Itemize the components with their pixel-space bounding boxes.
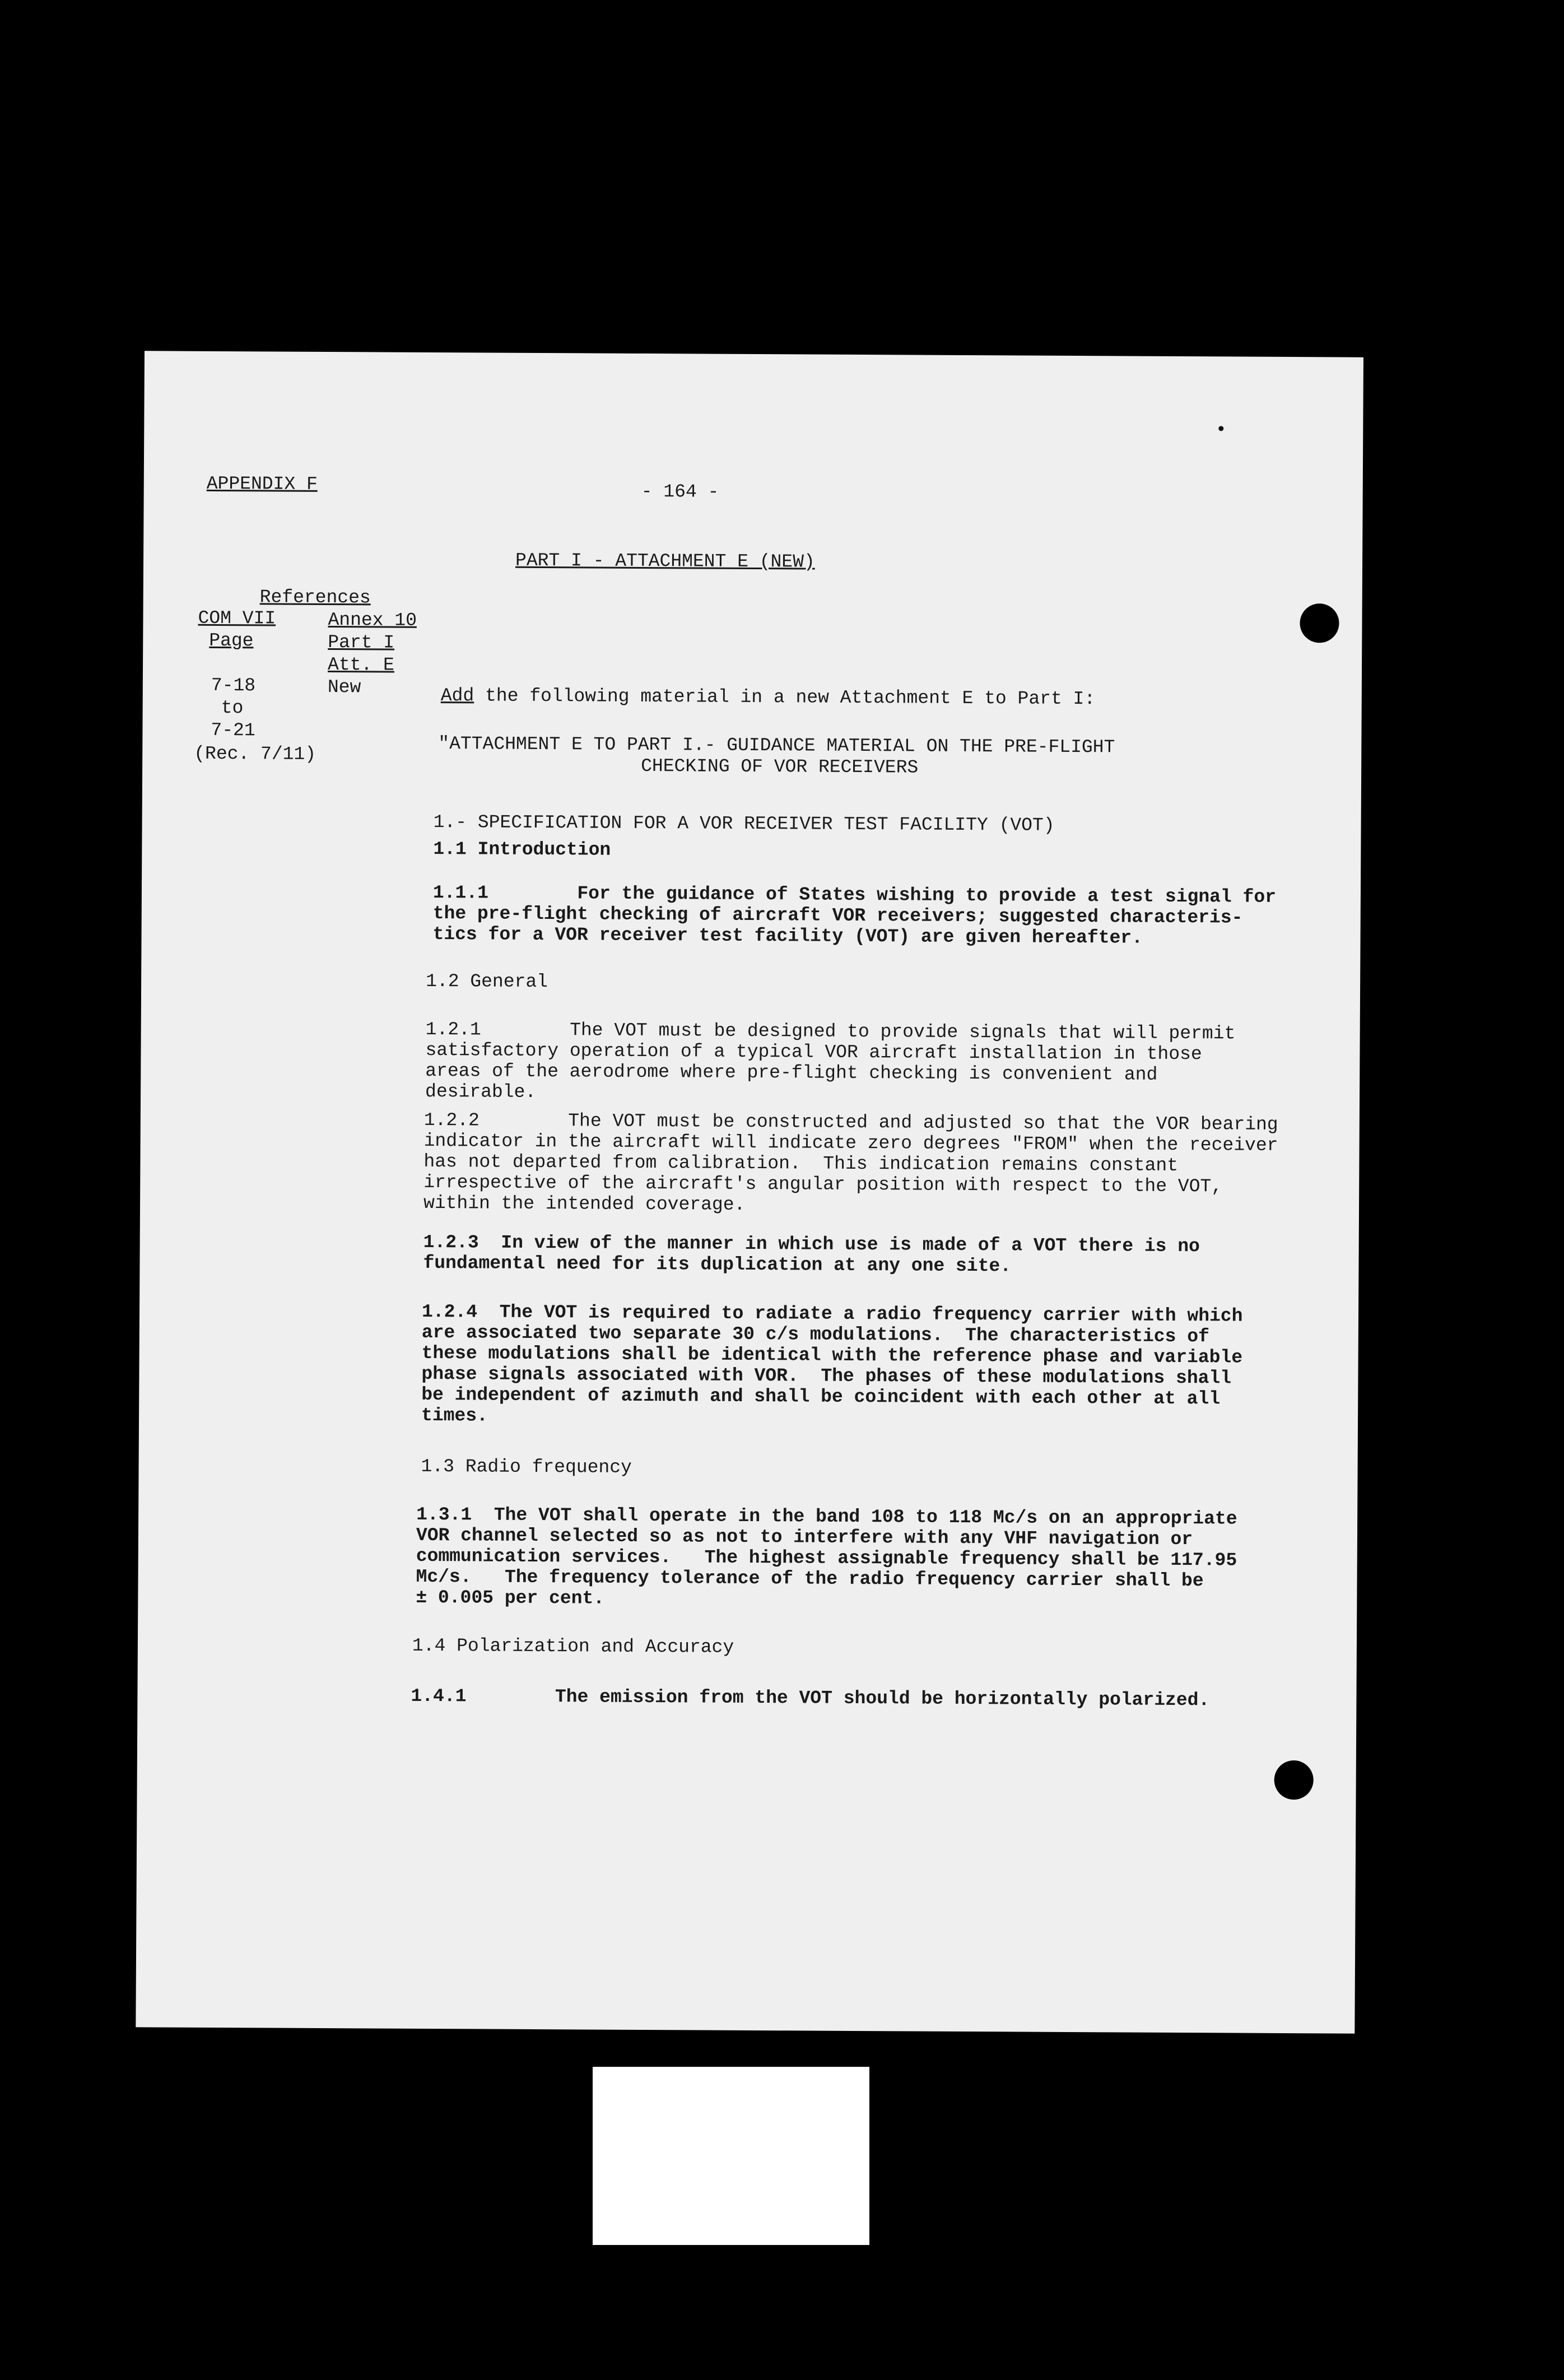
paragraph-1-2-1: 1.2.1 The VOT must be designed to provide signals that will permit satisfactory operation of a typical VOR aircraft installation in those areas of the aerodrome where pre-flight checking is convenient and desirable. [425, 1019, 1236, 1103]
appendix-label: APPENDIX F [206, 473, 318, 495]
ref-col1-sub: Page [209, 630, 254, 652]
punch-hole-bottom [1274, 1760, 1314, 1800]
add-rest: the following material in a new Attachment E to Part I: [485, 685, 1096, 710]
paragraph-1-1-1: 1.1.1 For the guidance of States wishing to provide a test signal for the pre-flight checking of aircraft VOR receivers; suggested characteris- tics for a VOR receiver test facility (VOT) are given hereafter. [432, 882, 1277, 949]
ref-rec: (Rec. 7/11) [194, 743, 316, 765]
document-page [136, 351, 1363, 2033]
ref-pages-end: 7-21 [211, 719, 255, 741]
ref-col2-sub2: Att. E [327, 654, 395, 676]
attachment-quote-line1: "ATTACHMENT E TO PART I.- GUIDANCE MATERIAL ON THE PRE-FLIGHT [438, 733, 1115, 758]
section-1-heading: 1.- SPECIFICATION FOR A VOR RECEIVER TEST FACILITY (VOT) [433, 812, 1055, 836]
section-1-4-heading: 1.4 Polarization and Accuracy [412, 1635, 734, 1658]
ref-pages-from: 7-18 [211, 675, 256, 696]
paragraph-1-3-1: 1.3.1 The VOT shall operate in the band 108 to 118 Mc/s on an appropriate VOR channel selected so as not to interfere with any VHF navigation or communication services. The highest assignable frequency shall be 117.95 Mc/s. The frequency tolerance of the radio frequency carrier shall be ± 0.005 per cent. [416, 1504, 1237, 1609]
page-number: - 164 - [641, 481, 719, 503]
section-1-2-heading: 1.2 General [426, 970, 548, 993]
paragraph-1-2-2: 1.2.2 The VOT must be constructed and adjusted so that the VOR bearing indicator in the aircraft will indicate zero degrees "FROM" when the receiver has not departed from calibration. This indication remains constant irrespective of the aircraft's angular position with respect to the VOT, within the intended coverage. [423, 1109, 1278, 1215]
part-title: PART I - ATTACHMENT E (NEW) [515, 550, 815, 573]
speck-mark [1218, 426, 1223, 431]
paragraph-1-4-1: 1.4.1 The emission from the VOT should be horizontally polarized. [411, 1685, 1210, 1711]
section-1-3-heading: 1.3 Radio frequency [421, 1456, 632, 1478]
ref-col2-header: Annex 10 [328, 610, 417, 631]
ref-annex-value: New [327, 677, 361, 698]
attachment-quote-line2: CHECKING OF VOR RECEIVERS [641, 755, 919, 778]
ref-col1-header: COM VII [198, 607, 276, 629]
add-instruction [441, 685, 1096, 709]
add-word: Add [440, 685, 474, 706]
ref-pages-to: to [221, 698, 244, 719]
section-1-1-heading: 1.1 Introduction [433, 839, 611, 861]
paragraph-1-2-3: 1.2.3 In view of the manner in which use is made of a VOT there is no fundamental need for its duplication at any one site. [423, 1231, 1200, 1277]
punch-hole-top [1300, 603, 1339, 643]
paragraph-1-2-4: 1.2.4 The VOT is required to radiate a radio frequency carrier with which are associated two separate 30 c/s modulations. The characteristics of these modulations shall be identical with the reference phase and variable phase signals associated with VOR. The phases of these modulations shall be independent of azimuth and shall be coincident with each other at all times. [421, 1301, 1243, 1426]
ref-col2-sub1: Part I [328, 632, 395, 653]
references-title: References [259, 587, 371, 608]
white-target-card [593, 2067, 869, 2245]
